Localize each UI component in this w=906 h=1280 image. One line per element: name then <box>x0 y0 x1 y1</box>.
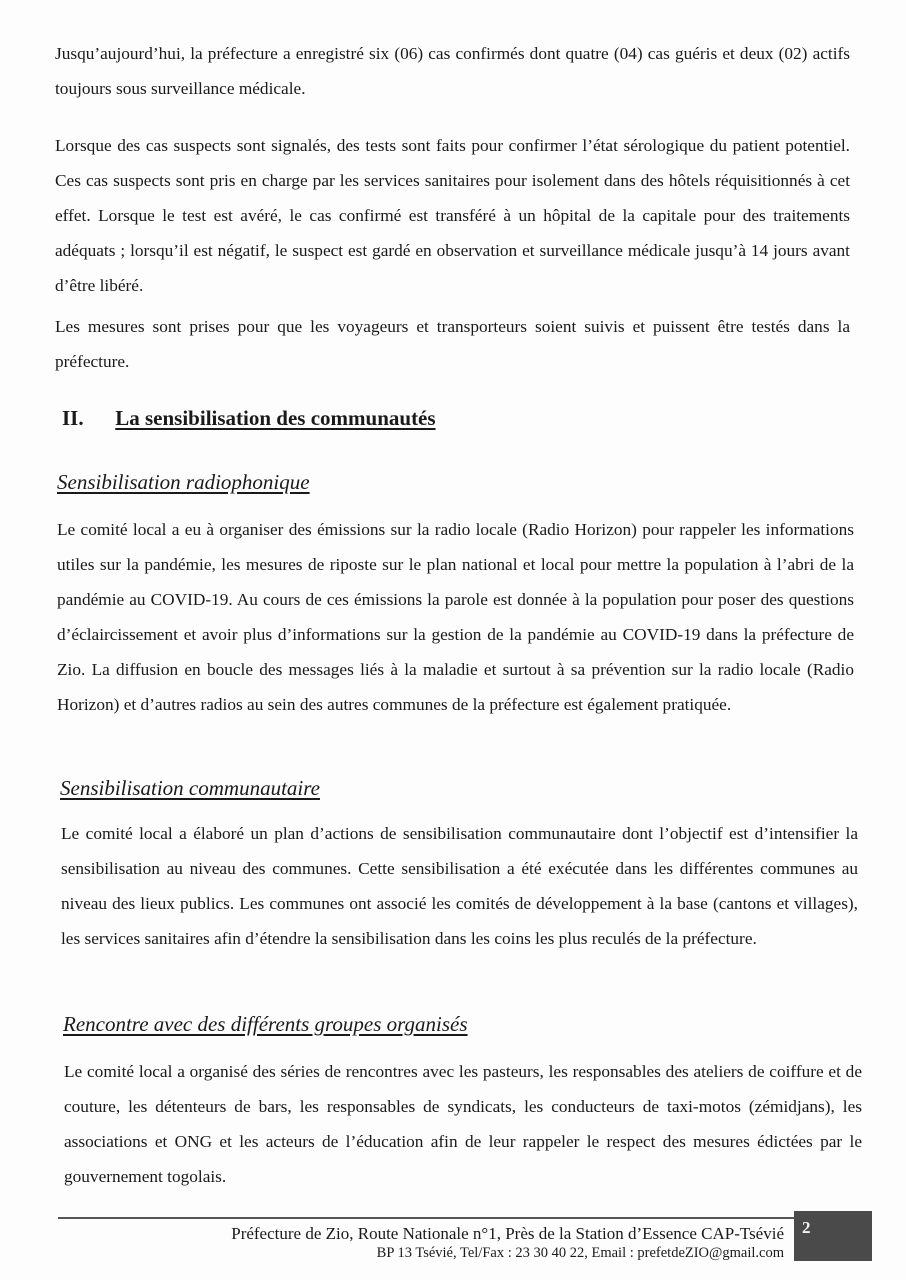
subheading-organized-groups: Rencontre avec des différents groupes organisés <box>63 1012 468 1036</box>
subheading-radio: Sensibilisation radiophonique <box>57 470 310 494</box>
footer-address: Préfecture de Zio, Route Nationale n°1, Près de la Station d’Essence CAP-Tsévié <box>231 1224 784 1243</box>
section-number: II. <box>62 406 84 430</box>
footer-divider <box>58 1217 800 1219</box>
paragraph-organized-groups: Le comité local a organisé des séries de rencontres avec les pasteurs, les responsables des ateliers de coiffure et de couture, les détenteurs de bars, les responsables de syndicats, les conducteurs de taxi-motos (zémidjans), les associations et ONG et les acteurs de l’éducation afin de leur rappeler le respect des mesures édictées par le gouvernement togolais. <box>64 1062 862 1186</box>
paragraph-radio: Le comité local a eu à organiser des émissions sur la radio locale (Radio Horizon) pour rappeler les informations utiles sur la pandémie, les mesures de riposte sur le plan national et local pour mettre la population à l’abri de la pandémie au COVID-19. Au cours de ces émissions la parole est donnée à la population pour poser des questions d’éclaircissement et avoir plus d’informations sur la gestion de la pandémie au COVID-19 dans la préfecture de Zio. La diffusion en boucle des messages liés à la maladie et surtout à sa prévention sur la radio locale (Radio Horizon) et d’autres radios au sein des autres communes de la préfecture est également pratiquée. <box>57 520 854 714</box>
paragraph-community: Le comité local a élaboré un plan d’actions de sensibilisation communautaire dont l’objectif est d’intensifier la sensibilisation au niveau des communes. Cette sensibilisation a été exécutée dans les différentes communes au niveau des lieux publics. Les communes ont associé les comités de développement à la base (cantons et villages), les services sanitaires afin d’étendre la sensibilisation dans les coins les plus reculés de la préfecture. <box>61 824 858 948</box>
paragraph-suspect-cases: Lorsque des cas suspects sont signalés, des tests sont faits pour confirmer l’état sérologique du patient potentiel. Ces cas suspects sont pris en charge par les services sanitaires pour isolement dans des hôtels réquisitionnés à cet effet. Lorsque le test est avéré, le cas confirmé est transféré à un hôpital de la capitale pour des traitements adéquats ; lorsqu’il est négatif, le suspect est gardé en observation et surveillance médicale jusqu’à 14 jours avant d’être libéré. <box>55 136 850 295</box>
section-heading <box>62 406 436 431</box>
section-title: La sensibilisation des communautés <box>115 406 436 430</box>
footer-contact: BP 13 Tsévié, Tel/Fax : 23 30 40 22, Email : prefetdeZIO@gmail.com <box>376 1245 784 1261</box>
page-number-badge: 2 <box>794 1211 872 1261</box>
paragraph-travellers: Les mesures sont prises pour que les voyageurs et transporteurs soient suivis et puissent être testés dans la préfecture. <box>55 317 850 371</box>
subheading-community: Sensibilisation communautaire <box>60 776 320 800</box>
paragraph-case-count: Jusqu’aujourd’hui, la préfecture a enregistré six (06) cas confirmés dont quatre (04) cas guéris et deux (02) actifs toujours sous surveillance médicale. <box>55 44 850 98</box>
